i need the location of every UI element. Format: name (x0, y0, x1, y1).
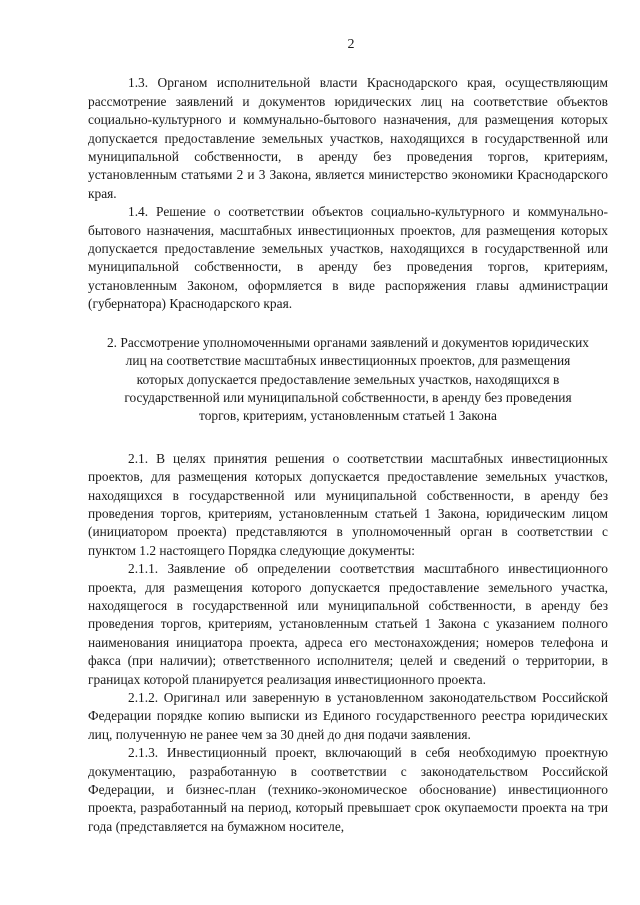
document-page (88, 36, 608, 836)
paragraph-1-4: 1.4. Решение о соответствии объектов социально-культурного и коммунально-бытового назначения, масштабных инвестиционных проектов, для размещения которых допускается предоставление земельных участков, находящихся в государственной или муниципальной собственности, в аренду без проведения торгов, критериям, установленным Законом, оформляется в виде распоряжения главы администрации (губернатора) Краснодарского края. (88, 204, 608, 312)
paragraph-2-1-2: 2.1.2. Оригинал или заверенную в установленном законодательством Российской Федерации порядке копию выписки из Единого государственного реестра юридических лиц, полученную не ранее чем за 30 дней до дня подачи заявления. (88, 690, 608, 742)
paragraph-2-1-3: 2.1.3. Инвестиционный проект, включающий в себя необходимую проектную документацию, разработанную в соответствии с законодательством Российской Федерации, и бизнес-план (технико-экономическое обоснование) инвестиционного проекта, разработанный на период, который превышает срок окупаемости проекта на три года (представляется на бумажном носителе, (88, 745, 608, 834)
paragraph-2-1: 2.1. В целях принятия решения о соответствии масштабных инвестиционных проектов, для размещения которых допускается предоставление земельных участков, находящихся в государственной или муниципальной собственности, в аренду без проведения торгов, критериям, установленным статьей 1 Закона, юридическим лицом (инициатором проекта) представляются в уполномоченный орган в соответствии с пунктом 1.2 настоящего Порядка следующие документы: (88, 450, 608, 558)
paragraph-2-1-1: 2.1.1. Заявление об определении соответствия масштабного инвестиционного проекта, для размещения которого допускается предоставление земельного участка, находящегося в государственной или муниципальной собственности, в аренду без проведения торгов, критериям, установленным статьей 1 Закона с указанием полного наименования инициатора проекта, адреса его местонахождения; номеров телефона и факса (при наличии); ответственного исполнителя; целей и сведений о территории, в границах которой планируется реализация инвестиционного проекта. (88, 561, 608, 687)
section-heading: 2. Рассмотрение уполномоченными органами заявлений и документов юридических лиц на соответствие масштабных инвестиционных проектов, для размещения которых допускается предоставление земельных участков, находящихся в государственной или муниципальной собственности, в аренду без проведения торгов, критериям, установленным статьей 1 Закона (106, 334, 589, 424)
paragraph-1-3: 1.3. Органом исполнительной власти Краснодарского края, осуществляющим рассмотрение заявлений и документов юридических лиц на соответствие объектов социально-культурного и коммунально-бытового назначения, для размещения которых допускается предоставление земельных участков, находящихся в государственной или муниципальной собственности, в аренду без проведения торгов, критериям, установленным статьями 2 и 3 Закона, является министерство экономики Краснодарского края. (88, 75, 608, 201)
page-number: 2 (347, 37, 355, 52)
